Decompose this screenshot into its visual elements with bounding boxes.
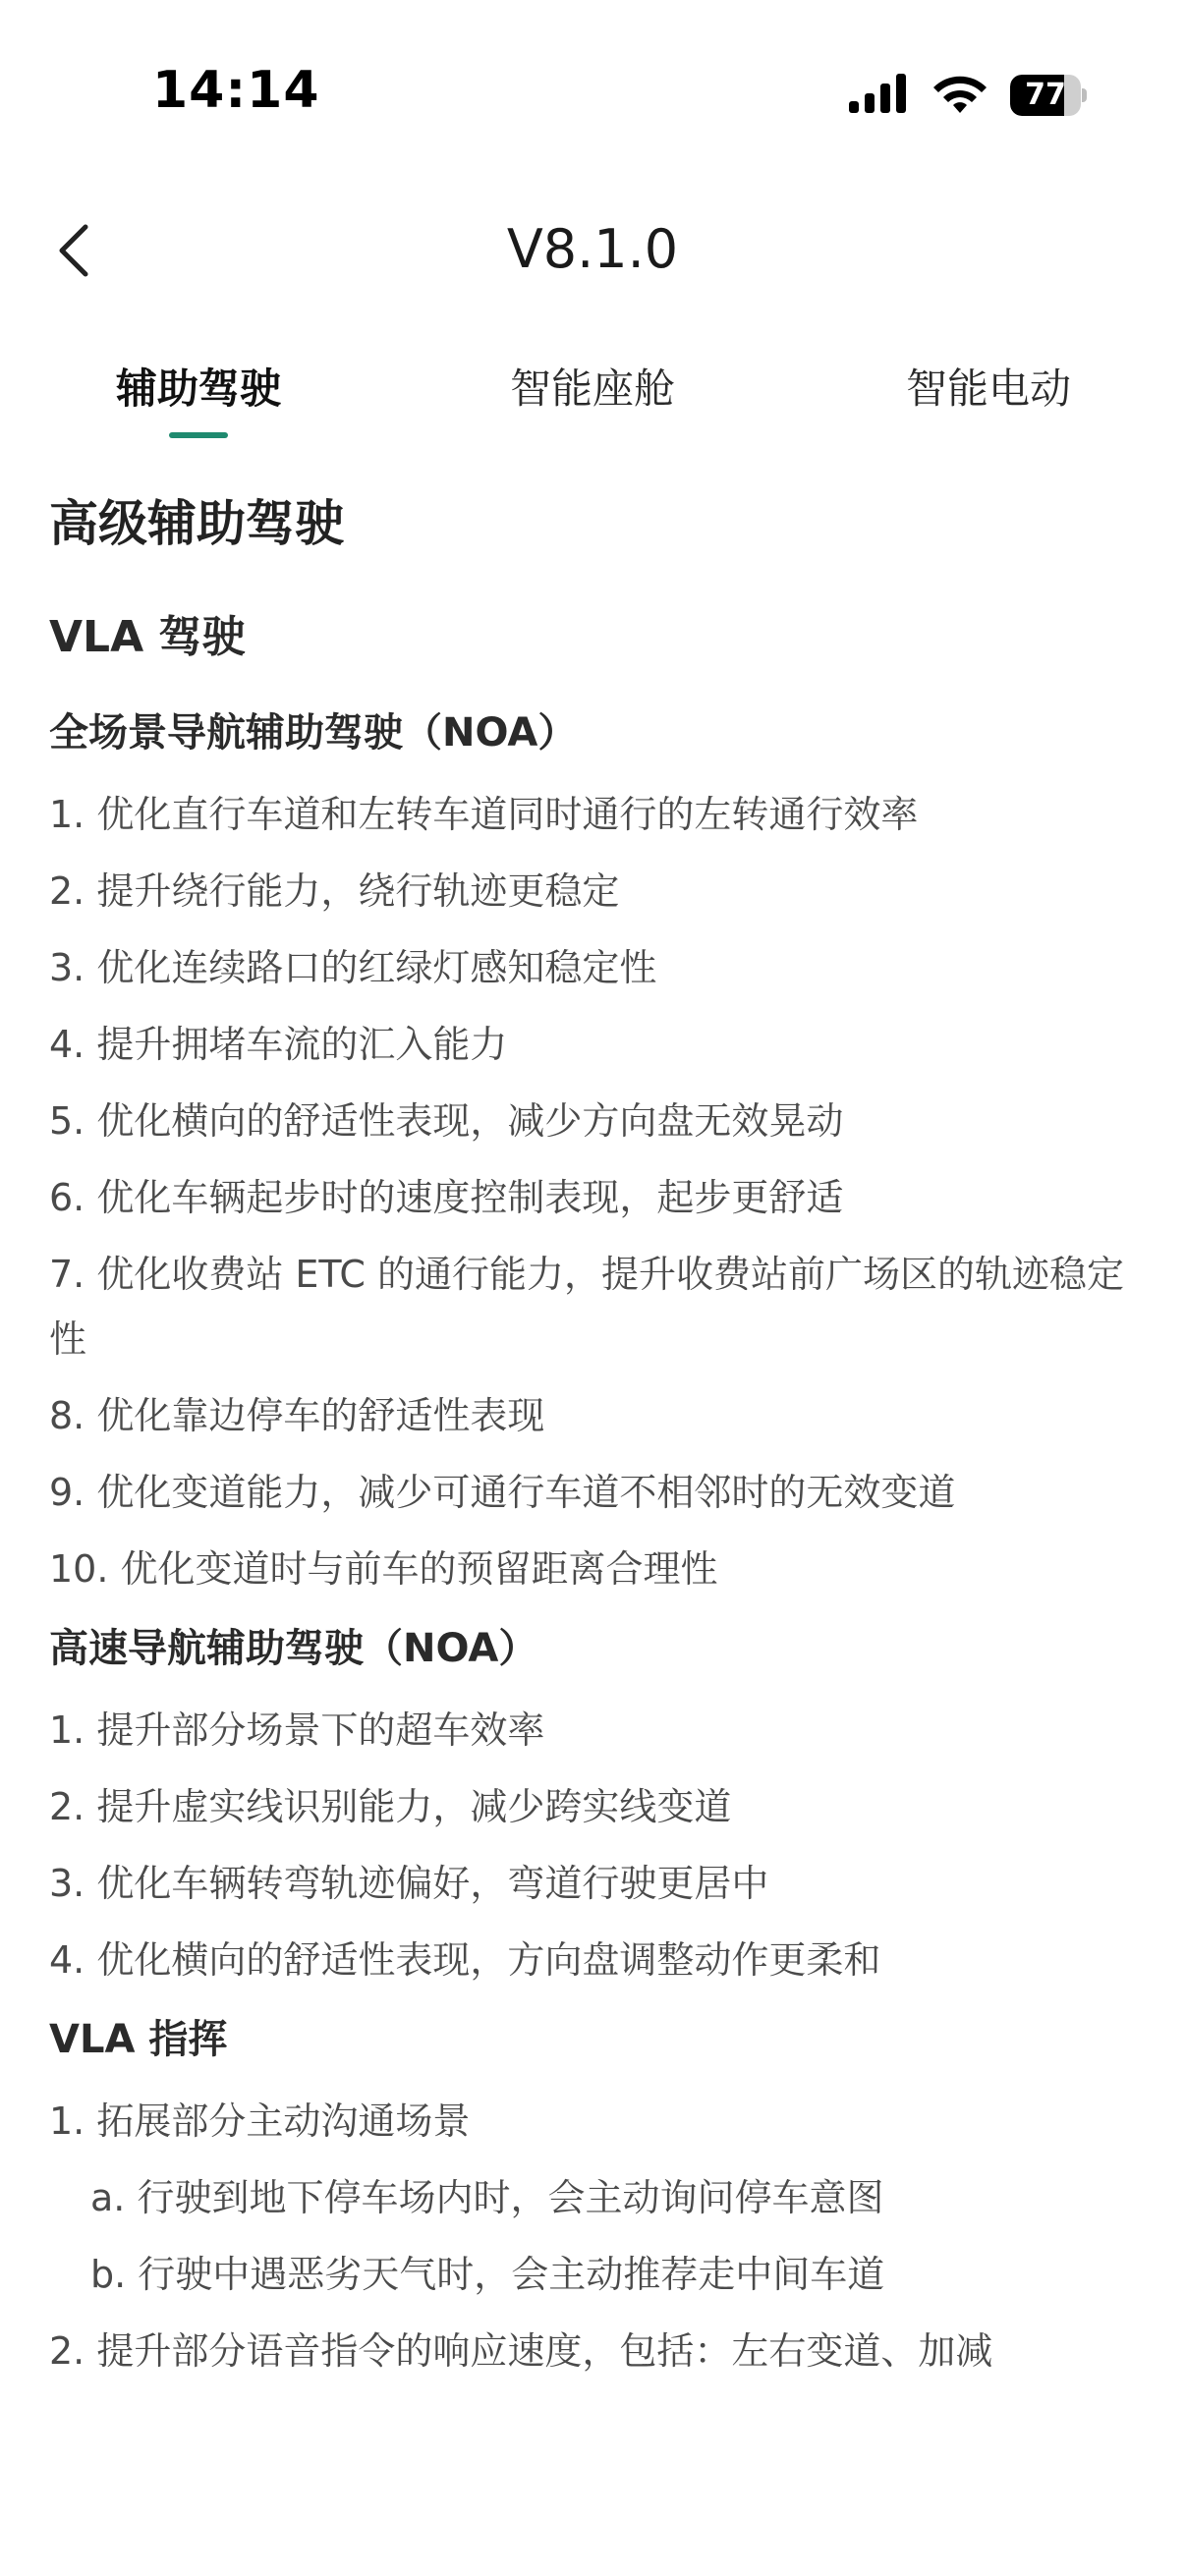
list-item: 3. 优化连续路口的红绿灯感知稳定性: [49, 946, 657, 989]
battery-icon: [1010, 75, 1087, 116]
list-item: 1. 拓展部分主动沟通场景: [49, 2100, 471, 2143]
page-title: V8.1.0: [506, 218, 679, 280]
list-sub-item: a. 行驶到地下停车场内时，会主动询问停车意图: [90, 2176, 884, 2219]
status-bar: [0, 0, 1185, 187]
section-heading: 高级辅助驾驶: [49, 495, 344, 552]
list-item: 8. 优化靠边停车的舒适性表现: [49, 1394, 545, 1437]
section-city-noa: [49, 701, 1150, 1601]
list-item: 2. 提升绕行能力，绕行轨迹更稳定: [49, 869, 620, 913]
wifi-icon: [931, 74, 988, 117]
nav-bar: [0, 187, 1185, 314]
list-item: 10. 优化变道时与前车的预留距离合理性: [49, 1547, 718, 1591]
list-item: 2. 提升虚实线识别能力，减少跨实线变道: [49, 1785, 732, 1828]
subsection-heading: VLA 驾驶: [49, 612, 246, 662]
tab-smart-cockpit[interactable]: 智能座舱: [509, 364, 675, 413]
list-sub-item: b. 行驶中遇恶劣天气时，会主动推荐走中间车道: [90, 2253, 885, 2296]
list-item: 4. 提升拥堵车流的汇入能力: [49, 1023, 508, 1066]
list-item: 5. 优化横向的舒适性表现，减少方向盘无效晃动: [49, 1099, 844, 1143]
section-title: 全场景导航辅助驾驶（NOA）: [49, 710, 578, 756]
list-item: 9. 优化变道能力，减少可通行车道不相邻时的无效变道: [49, 1471, 956, 1514]
battery-percent: 77: [1025, 78, 1066, 112]
tab-driver-assist[interactable]: 辅助驾驶: [115, 364, 281, 413]
list-item: 3. 优化车辆转弯轨迹偏好，弯道行驶更居中: [49, 1862, 769, 1905]
status-icons: [849, 71, 1087, 120]
status-time: 14:14: [152, 61, 320, 120]
bottom-fade: [0, 2468, 1185, 2576]
tab-smart-electric[interactable]: 智能电动: [905, 364, 1071, 413]
list-item: 7. 优化收费站 ETC 的通行能力，提升收费站前广场区的轨迹稳定性: [49, 1253, 1125, 1361]
tab-active-indicator: [169, 432, 228, 438]
list-item: 2. 提升部分语音指令的响应速度，包括：左右变道、加减: [49, 2329, 993, 2373]
section-title: 高速导航辅助驾驶（NOA）: [49, 1626, 538, 1671]
list-item: 4. 优化横向的舒适性表现，方向盘调整动作更柔和: [49, 1938, 881, 1982]
release-notes: [49, 481, 1150, 2399]
list-item: 1. 优化直行车道和左转车道同时通行的左转通行效率: [49, 793, 919, 836]
tab-bar: [0, 339, 1185, 447]
signal-icon: [849, 74, 910, 117]
list-item: 1. 提升部分场景下的超车效率: [49, 1708, 545, 1752]
section-vla-command: [49, 2008, 1150, 2383]
section-highway-noa: [49, 1617, 1150, 1992]
section-title: VLA 指挥: [49, 2017, 228, 2062]
list-item: 6. 优化车辆起步时的速度控制表现，起步更舒适: [49, 1176, 844, 1219]
